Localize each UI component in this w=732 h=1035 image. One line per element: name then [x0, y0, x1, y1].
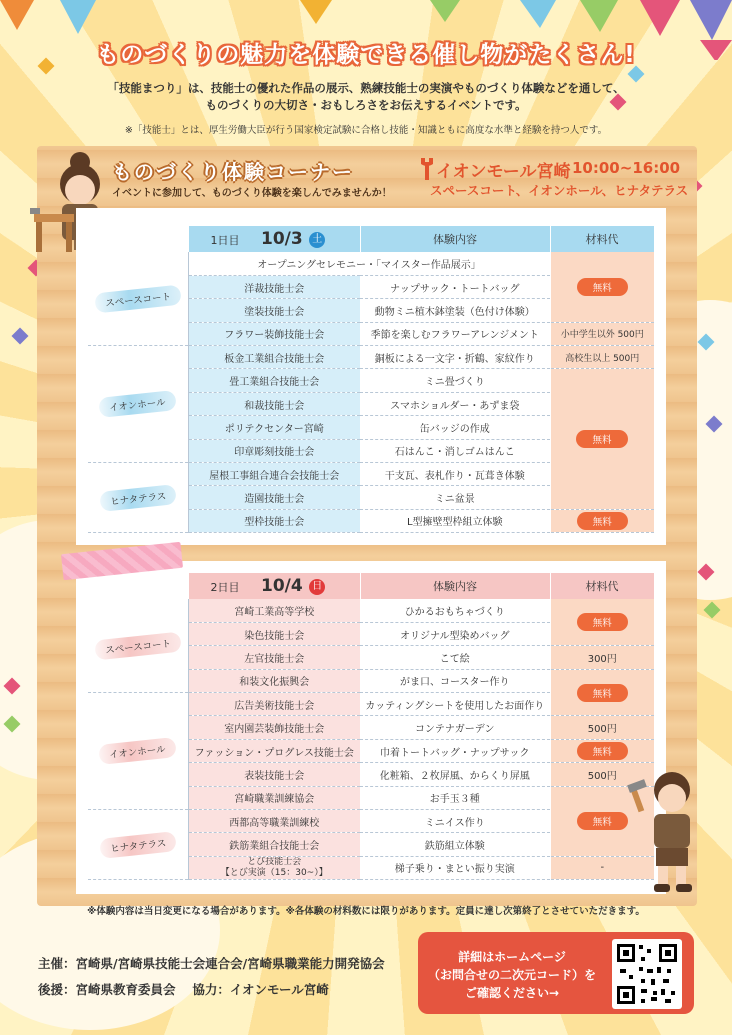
org-cell: 洋裁技能士会	[188, 275, 360, 298]
day1-schedule-table	[88, 226, 654, 533]
org-cell: 左官技能士会	[188, 646, 360, 669]
area-cell	[88, 599, 188, 693]
cost-cell	[550, 669, 654, 716]
area-cell	[88, 810, 188, 880]
cost-cell	[550, 252, 654, 322]
org-cell: 印章彫刻技能士会	[188, 439, 360, 462]
cost-cell: 500円	[550, 763, 654, 786]
header-blank	[88, 573, 188, 599]
org-cell: 和裁技能士会	[188, 392, 360, 415]
intro-line: 「技能まつり」は、技能士の優れた作品の展示、熟練技能士の実演やものづくり体験などを通して、	[107, 81, 625, 95]
day2-header	[188, 573, 360, 599]
content-cell: 動物ミニ植木鉢塗装（色付け体験）	[360, 299, 550, 322]
cost-cell: 300円	[550, 646, 654, 669]
org-cell: 屋根工事組合連合会技能士会	[188, 463, 360, 486]
content-cell: がま口、コースター作り	[360, 669, 550, 692]
area-label: イオンホール	[99, 737, 177, 765]
opening-cell: オープニングセレモニー・「マイスター作品展示」	[188, 252, 550, 275]
org-cell: ポリテクセンター宮崎	[188, 416, 360, 439]
content-cell: 缶バッジの作成	[360, 416, 550, 439]
content-cell: 梯子乗り・まとい振り実演	[360, 856, 550, 879]
area-label: スペースコート	[94, 631, 182, 660]
day1-header	[188, 226, 360, 252]
qr-code-graphic	[612, 939, 682, 1009]
area-label: ヒナタテラス	[99, 484, 177, 512]
org-cell: 鉄筋業組合技能士会	[188, 833, 360, 856]
area-label: スペースコート	[94, 284, 182, 313]
org-cell: 塗装技能士会	[188, 299, 360, 322]
content-cell: ミニイス作り	[360, 810, 550, 833]
venue-name: イオンモール宮崎	[436, 162, 571, 182]
cost-cell: 500円	[550, 716, 654, 739]
org-name: とび技能士会	[247, 856, 302, 867]
free-badge: 無料	[577, 512, 628, 530]
qr-code[interactable]	[612, 939, 682, 1009]
org-cell: フラワー装飾技能士会	[188, 322, 360, 345]
content-cell: こて絵	[360, 646, 550, 669]
day-of-week-badge: 土	[309, 232, 325, 248]
content-cell: ナップサック・トートバッグ	[360, 275, 550, 298]
area-label: イオンホール	[99, 390, 177, 418]
table-header-row	[88, 573, 654, 599]
org-cell: 造園技能士会	[188, 486, 360, 509]
org-cell: ファッション・プログレス技能士会	[188, 739, 360, 762]
venue-time: 10:00~16:00	[572, 159, 681, 177]
intro-text	[60, 80, 672, 114]
headline: ものづくりの魅力を体験できる催し物がたくさん!	[96, 42, 636, 68]
org-cell: 型枠技能士会	[188, 509, 360, 532]
org-cell: 室内園芸装飾技能士会	[188, 716, 360, 739]
area-cell	[88, 463, 188, 533]
org-cell: 畳工業組合技能士会	[188, 369, 360, 392]
table-row	[88, 252, 654, 275]
content-cell: 石はんこ・消しゴムはんこ	[360, 439, 550, 462]
content-cell: オリジナル型染めバッグ	[360, 622, 550, 645]
day-date: 10/3	[261, 229, 303, 249]
corner-title: ものづくり体験コーナー	[112, 160, 354, 184]
day-label: 1日目	[210, 234, 240, 247]
free-badge: 無料	[577, 613, 628, 631]
table-row	[88, 346, 654, 369]
area-cell	[88, 346, 188, 463]
org-cell: 広告美術技能士会	[188, 693, 360, 716]
day-label: 2日目	[210, 581, 240, 594]
cost-cell: 小中学生以外 500円	[550, 322, 654, 345]
area-label: ヒナタテラス	[99, 831, 177, 859]
org-cell: 染色技能士会	[188, 622, 360, 645]
content-cell: 銅板による一文字・折鶴、家紋作り	[360, 346, 550, 369]
content-cell: お手玉３種	[360, 786, 550, 809]
intro-line: ものづくりの大切さ・おもしろさをお伝えするイベントです。	[205, 98, 527, 112]
content-header: 体験内容	[360, 226, 550, 252]
cost-cell	[550, 599, 654, 646]
girl-hammer-illustration	[626, 770, 726, 900]
org-cell: 宮崎工業高等学校	[188, 599, 360, 622]
org-cell: 宮崎職業訓練協会	[188, 786, 360, 809]
wrench-icon	[420, 158, 434, 180]
org-cell	[188, 856, 360, 879]
content-cell: ひかるおもちゃづくり	[360, 599, 550, 622]
org-cell: 表装技能士会	[188, 763, 360, 786]
org-cell: 板金工業組合技能士会	[188, 346, 360, 369]
area-cell	[88, 693, 188, 810]
content-cell: カッティングシートを使用したお面作り	[360, 693, 550, 716]
content-cell: 干支瓦、表札作り・瓦葺き体験	[360, 463, 550, 486]
free-badge: 無料	[577, 684, 628, 702]
org-cell: 西都高等職業訓練校	[188, 810, 360, 833]
cost-cell	[550, 739, 654, 762]
area-cell	[88, 252, 188, 346]
content-cell: L型擁壁型枠組立体験	[360, 509, 550, 532]
organizer-text: 主催：宮崎県/宮崎県技能士会連合会/宮崎県職業能力開発協会	[38, 956, 385, 971]
cost-header: 材料代	[550, 226, 654, 252]
free-badge: 無料	[577, 812, 628, 830]
day-date: 10/4	[261, 576, 303, 596]
cta-line: ご確認ください→	[464, 986, 560, 1000]
cta-text	[422, 948, 602, 1002]
free-badge: 無料	[576, 430, 627, 448]
table-header-row	[88, 226, 654, 252]
table-row	[88, 599, 654, 622]
content-cell: スマホショルダー・あずま袋	[360, 392, 550, 415]
day-of-week-badge: 日	[309, 579, 325, 595]
content-cell: コンテナガーデン	[360, 716, 550, 739]
content-cell: ミニ盆景	[360, 486, 550, 509]
content-cell: 季節を楽しむフラワーアレンジメント	[360, 322, 550, 345]
cta-line: （お問合せの二次元コード）を	[427, 968, 596, 982]
day2-schedule-table	[88, 573, 655, 880]
free-badge: 無料	[577, 742, 628, 760]
org-note: 【とび実演（15：30~）】	[220, 867, 328, 878]
cost-cell: 高校生以上 500円	[550, 346, 654, 369]
content-cell: 鉄筋組立体験	[360, 833, 550, 856]
free-badge: 無料	[577, 278, 628, 296]
org-cell: 和装文化振興会	[188, 669, 360, 692]
cost-cell: -	[550, 856, 654, 879]
venue-areas: スペースコート、イオンホール、ヒナタテラス	[430, 183, 689, 198]
cost-cell	[550, 509, 654, 532]
content-cell: ミニ畳づくり	[360, 369, 550, 392]
corner-subtitle: イベントに参加して、ものづくり体験を楽しんでみませんか！	[112, 188, 392, 199]
content-cell: 巾着トートバッグ・ナップサック	[360, 739, 550, 762]
ginoushi-note: ※「技能士」とは、厚生労働大臣が行う国家検定試験に合格し技能・知識ともに高度な水準と経験を持つ人です。	[124, 125, 608, 136]
content-header: 体験内容	[360, 573, 550, 599]
cta-line: 詳細はホームページ	[458, 950, 566, 964]
header-blank	[88, 226, 188, 252]
cost-header: 材料代	[550, 573, 654, 599]
support-text: 後援：宮崎県教育委員会 協力：イオンモール宮崎	[38, 982, 329, 997]
cost-cell	[550, 369, 654, 509]
content-cell: 化粧箱、２枚屏風、からくり屏風	[360, 763, 550, 786]
footnote: ※体験内容は当日変更になる場合があります。※各体験の材料数には限りがあります。定員に達し次第終了とさせていただきます。	[87, 906, 645, 917]
